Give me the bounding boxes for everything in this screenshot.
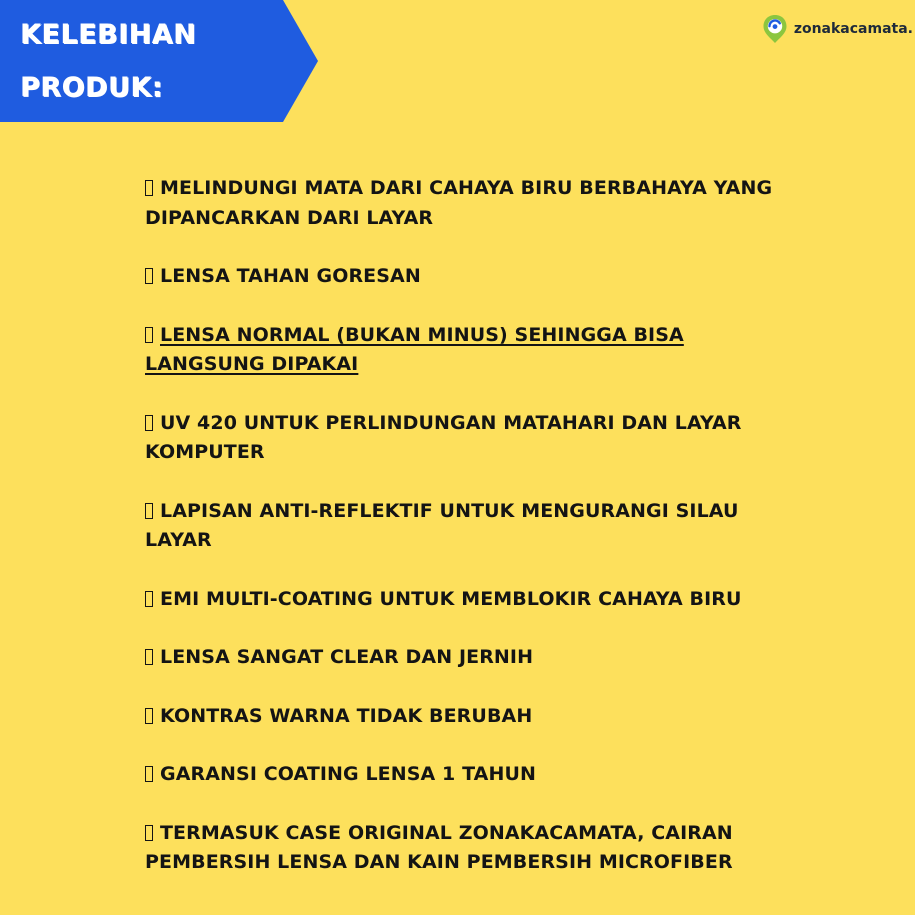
benefit-text: UV 420 UNTUK PERLINDUNGAN MATAHARI DAN LAYAR KOMPUTER	[145, 411, 742, 463]
benefit-item	[145, 585, 785, 615]
check-box-icon	[145, 415, 153, 431]
benefit-text: TERMASUK CASE ORIGINAL ZONAKACAMATA, CAIRAN PEMBERSIH LENSA DAN KAIN PEMBERSIH MICROFIBER	[145, 821, 733, 873]
check-box-icon	[145, 180, 153, 196]
check-box-icon	[145, 503, 153, 519]
benefits-list	[145, 174, 785, 907]
benefit-item	[145, 174, 785, 233]
benefit-item	[145, 321, 785, 380]
page-title-line-2: PRODUK:	[20, 72, 164, 103]
benefit-text: MELINDUNGI MATA DARI CAHAYA BIRU BERBAHAYA YANG DIPANCARKAN DARI LAYAR	[145, 177, 773, 229]
benefit-item	[145, 819, 785, 878]
brand-logo	[762, 13, 913, 45]
check-box-icon	[145, 268, 153, 284]
check-box-icon	[145, 327, 153, 343]
map-pin-logo-icon	[762, 14, 788, 44]
benefit-text: LAPISAN ANTI-REFLEKTIF UNTUK MENGURANGI SILAU LAYAR	[145, 499, 739, 551]
benefit-item	[145, 760, 785, 790]
check-box-icon	[145, 591, 153, 607]
benefit-text: EMI MULTI-COATING UNTUK MEMBLOKIR CAHAYA BIRU	[160, 587, 742, 610]
benefit-item	[145, 702, 785, 732]
benefit-text: LENSA NORMAL (BUKAN MINUS) SEHINGGA BISA LANGSUNG DIPAKAI	[145, 323, 684, 375]
benefit-item	[145, 409, 785, 468]
check-box-icon	[145, 649, 153, 665]
check-box-icon	[145, 825, 153, 841]
benefit-item	[145, 497, 785, 556]
benefit-text: KONTRAS WARNA TIDAK BERUBAH	[160, 704, 533, 727]
check-box-icon	[145, 766, 153, 782]
check-box-icon	[145, 708, 153, 724]
benefit-text: LENSA SANGAT CLEAR DAN JERNIH	[160, 646, 534, 668]
benefit-text: LENSA TAHAN GORESAN	[160, 265, 421, 287]
page-title	[20, 8, 280, 114]
benefit-text: GARANSI COATING LENSA 1 TAHUN	[160, 763, 537, 785]
page-title-line-1: KELEBIHAN	[20, 19, 197, 50]
benefit-item	[145, 262, 785, 292]
brand-name: zonakacamata.	[793, 21, 913, 37]
benefit-item	[145, 643, 785, 673]
